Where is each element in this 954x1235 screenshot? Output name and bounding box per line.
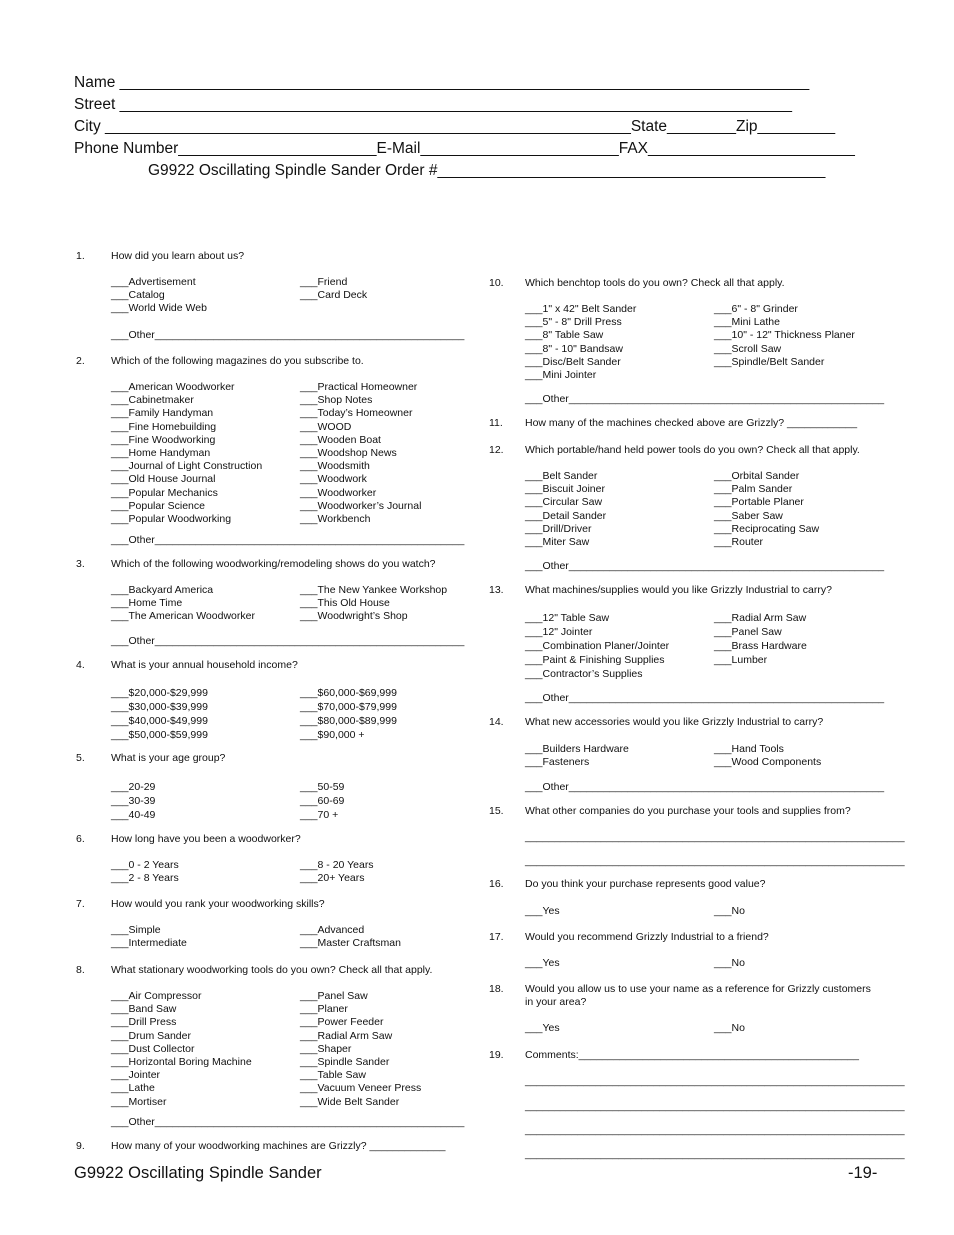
order-number-field[interactable]: G9922 Oscillating Spindle Sander Order #_____________________________________________ — [148, 162, 826, 179]
question-number: 6. — [76, 833, 85, 845]
footer-title: G9922 Oscillating Spindle Sander — [74, 1164, 322, 1182]
checkbox-option[interactable]: ___$60,000-$69,999 — [300, 687, 397, 699]
checkbox-option[interactable]: ___6" - 8" Grinder — [714, 303, 798, 315]
options-col2[interactable] — [300, 276, 367, 302]
options-col2[interactable] — [714, 743, 821, 769]
checkbox-option[interactable]: ___$70,000-$79,999 — [300, 701, 397, 713]
question-number: 17. — [489, 931, 504, 943]
checkbox-option[interactable]: ___Contractor’s Supplies — [525, 668, 643, 680]
checkbox-option[interactable]: ___$20,000-$29,999 — [111, 687, 208, 699]
checkbox-option[interactable]: ___$50,000-$59,999 — [111, 729, 208, 741]
no-option[interactable]: ___No — [714, 957, 745, 969]
question-number: 15. — [489, 805, 504, 817]
yes-option[interactable]: ___Yes — [525, 957, 560, 969]
question-text[interactable]: How many of your woodworking machines are Grizzly? _____________ — [111, 1140, 446, 1152]
answer-line[interactable]: _________________________________________________________________ — [525, 831, 905, 843]
yes-option[interactable]: ___Yes — [525, 905, 560, 917]
checkbox-option[interactable]: ___Disc/Belt Sander — [525, 355, 621, 368]
checkbox-option[interactable]: ___Advanced — [300, 924, 365, 936]
checkbox-option[interactable]: ___Power Feeder — [300, 1016, 384, 1029]
checkbox-option[interactable]: ___Portable Planer — [714, 496, 804, 509]
question-number: 2. — [76, 355, 85, 367]
other-field[interactable]: ___Other______________________________________________________ — [525, 781, 885, 793]
options-col1[interactable] — [525, 611, 669, 681]
checkbox-option[interactable]: ___Advertisement — [111, 276, 196, 288]
checkbox-option[interactable]: ___Card Deck — [300, 289, 368, 302]
checkbox-option[interactable]: ___Intermediate — [111, 937, 187, 950]
checkbox-option[interactable]: ___WOOD — [300, 420, 352, 433]
checkbox-option[interactable]: ___Panel Saw — [714, 626, 782, 638]
checkbox-option[interactable]: ___Drill/Driver — [525, 522, 592, 535]
question-text: What new accessories would you like Grizzly Industrial to carry? — [525, 716, 824, 728]
checkbox-option[interactable]: ___$30,000-$39,999 — [111, 701, 208, 713]
checkbox-option[interactable]: ___40-49 — [111, 809, 156, 821]
page-number: -19- — [848, 1164, 878, 1182]
options-col1[interactable] — [111, 276, 207, 316]
name-field[interactable]: Name ________________________________________________________________________________ — [74, 74, 810, 91]
checkbox-option[interactable]: ___Drill Press — [111, 1016, 177, 1029]
checkbox-option[interactable]: ___Woodshop News — [300, 446, 397, 459]
checkbox-option[interactable]: ___Biscuit Joiner — [525, 483, 605, 496]
checkbox-option[interactable]: ___Router — [714, 535, 764, 548]
answer-line[interactable]: _________________________________________________________________ — [525, 855, 905, 867]
checkbox-option[interactable]: ___Spindle/Belt Sander — [714, 355, 825, 368]
checkbox-option[interactable]: ___Family Handyman — [111, 407, 214, 420]
checkbox-option[interactable]: ___Vacuum Veneer Press — [300, 1082, 422, 1095]
question-text: Which portable/hand held power tools do you own? Check all that apply. — [525, 444, 860, 456]
checkbox-option[interactable]: ___Hand Tools — [714, 743, 784, 755]
checkbox-option[interactable]: ___Wooden Boat — [300, 433, 381, 446]
options-col1[interactable] — [111, 780, 155, 822]
other-field[interactable]: ___Other_____________________________________________________ — [111, 329, 465, 341]
checkbox-option[interactable]: ___Saber Saw — [714, 509, 783, 522]
question-number: 19. — [489, 1049, 504, 1061]
question-text: What is your age group? — [111, 752, 226, 764]
options-col2[interactable] — [300, 584, 447, 624]
checkbox-option[interactable]: ___Circular Saw — [525, 496, 603, 509]
question-text: How did you learn about us? — [111, 250, 245, 262]
options-col2[interactable] — [300, 990, 421, 1109]
checkbox-option[interactable]: ___Shop Notes — [300, 394, 373, 407]
checkbox-option[interactable]: ___$80,000-$89,999 — [300, 715, 397, 727]
no-option[interactable]: ___No — [714, 905, 745, 917]
checkbox-option[interactable]: ___60-69 — [300, 795, 345, 807]
checkbox-option[interactable]: ___Palm Sander — [714, 483, 793, 496]
options-col1[interactable] — [111, 859, 179, 885]
checkbox-option[interactable]: ___Combination Planer/Jointer — [525, 640, 670, 652]
city-state-zip-field[interactable]: City _____________________________________________________________State________Zip_________ — [74, 118, 836, 135]
checkbox-option[interactable]: ___Cabinetmaker — [111, 394, 194, 407]
options-col2[interactable] — [714, 611, 807, 667]
checkbox-option[interactable]: ___Fine Homebuilding — [111, 420, 217, 433]
checkbox-option[interactable]: ___Panel Saw — [300, 990, 368, 1002]
question-number: 16. — [489, 878, 504, 890]
yes-option[interactable]: ___Yes — [525, 1022, 560, 1034]
checkbox-option[interactable]: ___Belt Sander — [525, 470, 598, 482]
checkbox-option[interactable]: ___70 + — [300, 809, 339, 821]
checkbox-option[interactable]: ___Home Time — [111, 597, 183, 610]
checkbox-option[interactable]: ___10" - 12" Thickness Planer — [714, 329, 855, 342]
checkbox-option[interactable]: ___30-39 — [111, 795, 156, 807]
options-col2[interactable] — [300, 686, 397, 742]
question-text: How would you rank your woodworking skills? — [111, 898, 325, 910]
checkbox-option[interactable]: ___Friend — [300, 276, 348, 288]
checkbox-option[interactable]: ___Planer — [300, 1003, 348, 1016]
checkbox-option[interactable]: ___Practical Homeowner — [300, 381, 418, 393]
checkbox-option[interactable]: ___Drum Sander — [111, 1029, 191, 1042]
checkbox-option[interactable]: ___Mini Lathe — [714, 316, 780, 329]
checkbox-option[interactable]: ___12" Table Saw — [525, 612, 610, 624]
options-col2[interactable] — [300, 381, 421, 526]
checkbox-option[interactable]: ___Wood Components — [714, 756, 822, 769]
checkbox-option[interactable]: ___Popular Woodworking — [111, 512, 232, 525]
checkbox-option[interactable]: ___The American Woodworker — [111, 610, 255, 623]
question-number: 3. — [76, 558, 85, 570]
checkbox-option[interactable]: ___Fine Woodworking — [111, 433, 216, 446]
question-text: Which of the following woodworking/remodeling shows do you watch? — [111, 558, 436, 570]
other-field[interactable]: ___Other______________________________________________________ — [525, 560, 885, 572]
checkbox-option[interactable]: ___Lathe — [111, 1082, 155, 1095]
question-text: Would you allow us to use your name as a reference for Grizzly customers — [525, 983, 871, 995]
checkbox-option[interactable]: ___Reciprocating Saw — [714, 522, 820, 535]
comment-line[interactable]: _________________________________________________________________ — [525, 1124, 905, 1136]
question-number: 10. — [489, 277, 504, 289]
question-number: 13. — [489, 584, 504, 596]
checkbox-option[interactable]: ___8" - 10" Bandsaw — [525, 342, 623, 355]
question-text: Which of the following magazines do you subscribe to. — [111, 355, 364, 367]
checkbox-option[interactable]: ___American Woodworker — [111, 381, 235, 393]
question-number: 8. — [76, 964, 85, 976]
other-field[interactable]: ___Other_____________________________________________________ — [111, 1116, 465, 1128]
checkbox-option[interactable]: ___Popular Mechanics — [111, 486, 218, 499]
checkbox-option[interactable]: ___20-29 — [111, 781, 156, 793]
options-col2[interactable] — [300, 780, 344, 822]
street-field[interactable]: Street ______________________________________________________________________________ — [74, 96, 793, 113]
checkbox-option[interactable]: ___Paint & Finishing Supplies — [525, 654, 665, 666]
checkbox-option[interactable]: ___Backyard America — [111, 584, 214, 596]
checkbox-option[interactable]: ___Today’s Homeowner — [300, 407, 413, 420]
checkbox-option[interactable]: ___$40,000-$49,999 — [111, 715, 208, 727]
checkbox-option[interactable]: ___Wide Belt Sander — [300, 1095, 400, 1108]
checkbox-option[interactable]: ___Woodworker’s Journal — [300, 499, 422, 512]
question-number: 14. — [489, 716, 504, 728]
question-text-continued: in your area? — [525, 996, 587, 1008]
checkbox-option[interactable]: ___0 - 2 Years — [111, 859, 179, 871]
checkbox-option[interactable]: ___Mortiser — [111, 1095, 167, 1108]
checkbox-option[interactable]: ___1" x 42" Belt Sander — [525, 303, 637, 315]
options-col2[interactable] — [300, 924, 401, 950]
comments-field[interactable]: Comments:________________________________________________ — [525, 1049, 859, 1061]
checkbox-option[interactable]: ___Horizontal Boring Machine — [111, 1055, 252, 1068]
checkbox-option[interactable]: ___Catalog — [111, 289, 165, 302]
other-field[interactable]: ___Other______________________________________________________ — [525, 692, 885, 704]
question-number: 12. — [489, 444, 504, 456]
checkbox-option[interactable]: ___World Wide Web — [111, 302, 207, 315]
checkbox-option[interactable]: ___5" - 8" Drill Press — [525, 316, 622, 329]
question-text: How long have you been a woodworker? — [111, 833, 301, 845]
options-col1[interactable] — [111, 686, 208, 742]
options-col1[interactable] — [111, 990, 252, 1109]
checkbox-option[interactable]: ___8" Table Saw — [525, 329, 604, 342]
checkbox-option[interactable]: ___Home Handyman — [111, 446, 211, 459]
checkbox-option[interactable]: ___Lumber — [714, 654, 768, 666]
comment-line[interactable]: _________________________________________________________________ — [525, 1100, 905, 1112]
checkbox-option[interactable]: ___Orbital Sander — [714, 470, 800, 482]
question-number: 18. — [489, 983, 504, 995]
checkbox-option[interactable]: ___The New Yankee Workshop — [300, 584, 448, 596]
options-col1[interactable] — [111, 924, 187, 950]
options-col2[interactable] — [714, 470, 819, 549]
no-option[interactable]: ___No — [714, 1022, 745, 1034]
checkbox-option[interactable]: ___50-59 — [300, 781, 345, 793]
checkbox-option[interactable]: ___Detail Sander — [525, 509, 607, 522]
question-text: Would you recommend Grizzly Industrial to a friend? — [525, 931, 769, 943]
phone-email-fax-field[interactable]: Phone Number_______________________E-Mail_______________________FAX________________________ — [74, 140, 855, 157]
checkbox-option[interactable]: ___Popular Science — [111, 499, 205, 512]
checkbox-option[interactable]: ___$90,000 + — [300, 729, 365, 741]
checkbox-option[interactable]: ___20+ Years — [300, 872, 365, 885]
options-col2[interactable] — [714, 303, 855, 369]
question-number: 11. — [489, 417, 503, 429]
checkbox-option[interactable]: ___12" Jointer — [525, 626, 593, 638]
options-col1[interactable] — [525, 470, 606, 549]
checkbox-option[interactable]: ___Woodworker — [300, 486, 377, 499]
other-field[interactable]: ___Other_____________________________________________________ — [111, 534, 465, 546]
checkbox-option[interactable]: ___This Old House — [300, 597, 390, 610]
question-text: What is your annual household income? — [111, 659, 298, 671]
options-col1[interactable] — [111, 584, 255, 624]
checkbox-option[interactable]: ___Workbench — [300, 512, 371, 525]
options-col1[interactable] — [525, 303, 636, 382]
options-col2[interactable] — [300, 859, 374, 885]
checkbox-option[interactable]: ___Radial Arm Saw — [714, 612, 807, 624]
checkbox-option[interactable]: ___Shaper — [300, 1042, 352, 1055]
checkbox-option[interactable]: ___2 - 8 Years — [111, 872, 179, 885]
checkbox-option[interactable]: ___Woodwright’s Shop — [300, 610, 408, 623]
checkbox-option[interactable]: ___Table Saw — [300, 1069, 366, 1082]
checkbox-option[interactable]: ___Spindle Sander — [300, 1055, 390, 1068]
question-text: What stationary woodworking tools do you own? Check all that apply. — [111, 964, 433, 976]
checkbox-option[interactable]: ___Woodsmith — [300, 460, 370, 473]
question-text: Do you think your purchase represents good value? — [525, 878, 766, 890]
question-text: What machines/supplies would you like Grizzly Industrial to carry? — [525, 584, 832, 596]
comment-line[interactable]: _________________________________________________________________ — [525, 1075, 905, 1087]
checkbox-option[interactable]: ___Jointer — [111, 1069, 161, 1082]
checkbox-option[interactable]: ___Journal of Light Construction — [111, 460, 263, 473]
question-number: 7. — [76, 898, 85, 910]
checkbox-option[interactable]: ___Builders Hardware — [525, 743, 629, 755]
checkbox-option[interactable]: ___Miter Saw — [525, 535, 590, 548]
checkbox-option[interactable]: ___Band Saw — [111, 1003, 177, 1016]
checkbox-option[interactable]: ___Brass Hardware — [714, 640, 807, 652]
other-field[interactable]: ___Other______________________________________________________ — [525, 393, 885, 405]
options-col1[interactable] — [111, 381, 262, 526]
question-text: Which benchtop tools do you own? Check all that apply. — [525, 277, 785, 289]
question-number: 9. — [76, 1140, 85, 1152]
checkbox-option[interactable]: ___Scroll Saw — [714, 342, 782, 355]
checkbox-option[interactable]: ___Radial Arm Saw — [300, 1029, 393, 1042]
comment-line[interactable]: _________________________________________________________________ — [525, 1148, 905, 1160]
question-number: 5. — [76, 752, 85, 764]
question-text[interactable]: How many of the machines checked above are Grizzly? ____________ — [525, 417, 858, 429]
question-text: What other companies do you purchase your tools and supplies from? — [525, 805, 851, 817]
options-col1[interactable] — [525, 743, 629, 769]
checkbox-option[interactable]: ___Dust Collector — [111, 1042, 195, 1055]
checkbox-option[interactable]: ___Mini Jointer — [525, 368, 597, 381]
checkbox-option[interactable]: ___Fasteners — [525, 756, 590, 769]
checkbox-option[interactable]: ___Master Craftsman — [300, 937, 401, 950]
checkbox-option[interactable]: ___Woodwork — [300, 473, 367, 486]
checkbox-option[interactable]: ___Old House Journal — [111, 473, 216, 486]
question-number: 4. — [76, 659, 85, 671]
other-field[interactable]: ___Other_____________________________________________________ — [111, 635, 465, 647]
checkbox-option[interactable]: ___Air Compressor — [111, 990, 202, 1002]
question-number: 1. — [76, 250, 85, 262]
checkbox-option[interactable]: ___8 - 20 Years — [300, 859, 374, 871]
checkbox-option[interactable]: ___Simple — [111, 924, 161, 936]
